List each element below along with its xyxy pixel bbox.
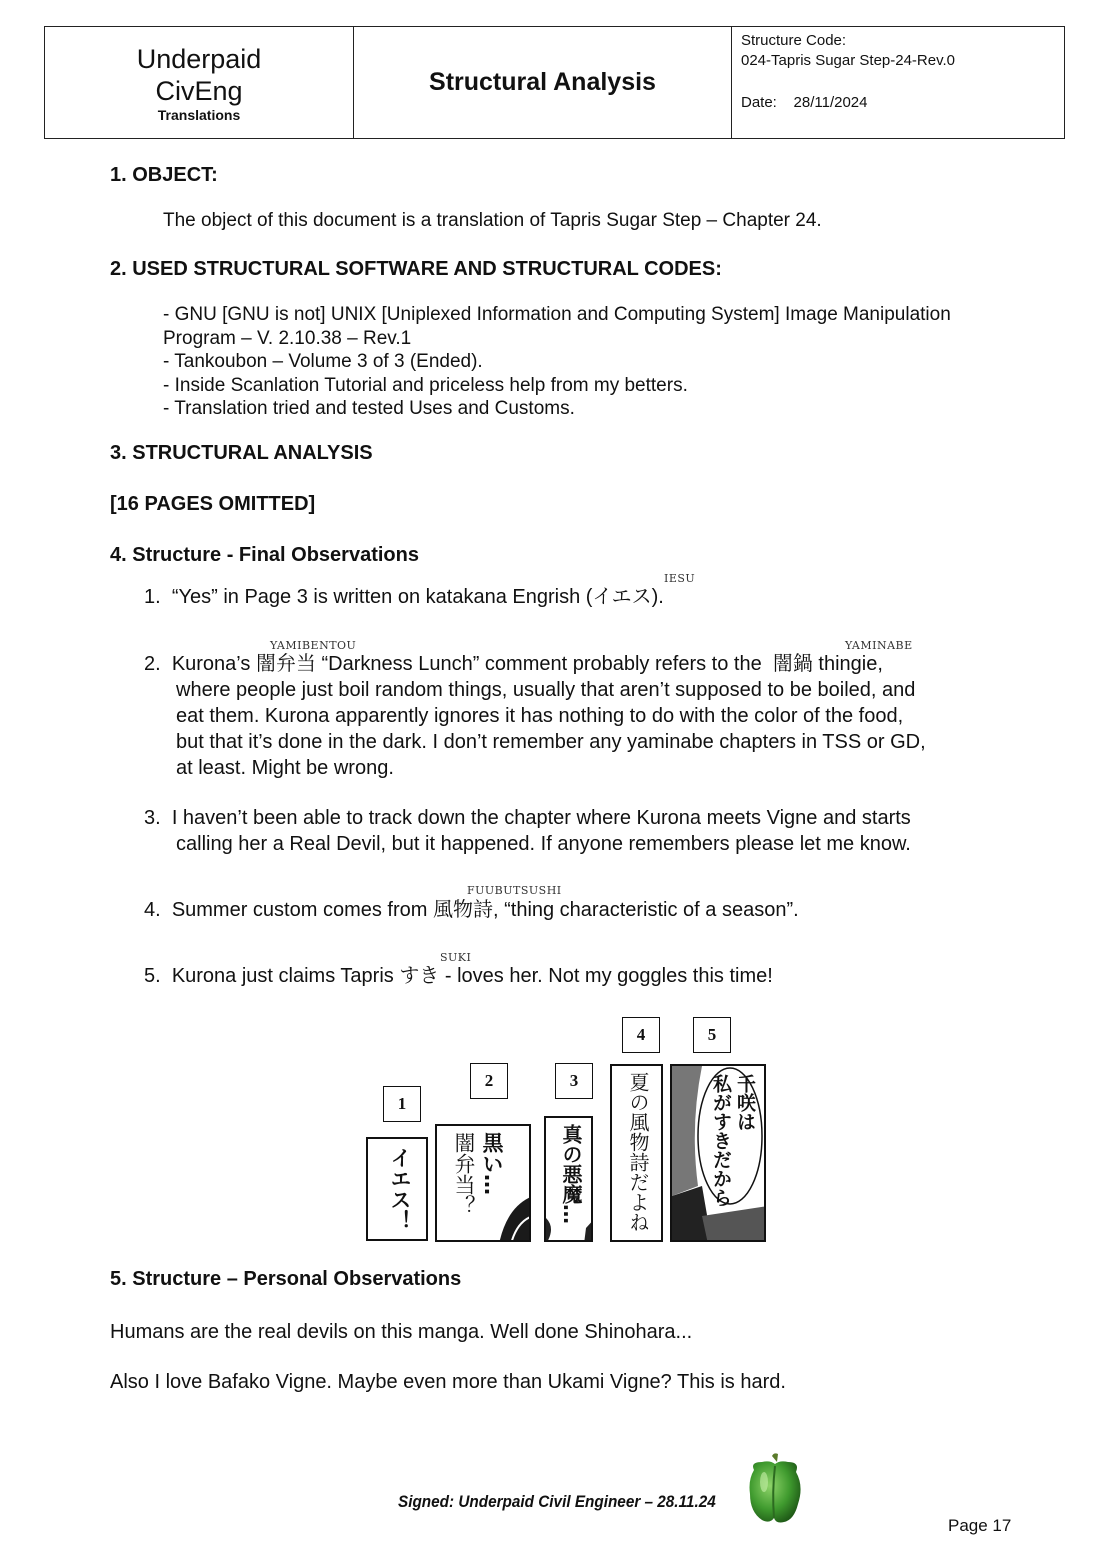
document-header	[44, 26, 1065, 139]
personal-observation-2: Also I love Bafako Vigne. Maybe even more than Ukami Vigne? This is hard.	[110, 1371, 786, 1393]
section-2-line: - GNU [GNU is not] UNIX [Uniplexed Information and Computing System] Image Manipulation	[163, 304, 951, 325]
code-label: Structure Code:	[741, 32, 847, 49]
panel-2-text-b: 闇弁当？	[452, 1132, 476, 1216]
kanji-fuubutsushi: 風物詩	[432, 897, 493, 921]
observation-number: 4.	[144, 899, 161, 921]
section-3-heading: 3. STRUCTURAL ANALYSIS	[110, 442, 373, 464]
section-2-line: - Tankoubon – Volume 3 of 3 (Ended).	[163, 351, 483, 372]
company-cell	[45, 27, 354, 138]
observation-5: 5. Kurona just claims Tapris すき - loves her. Not my goggles this time!	[144, 963, 773, 987]
observation-number: 2.	[144, 653, 161, 675]
green-pepper-icon	[744, 1452, 806, 1524]
structure-code-cell	[732, 27, 1064, 138]
panel-number-3: 3	[555, 1063, 593, 1099]
section-4-heading: 4. Structure - Final Observations	[110, 544, 419, 566]
ruby-yaminabe: YAMINABE	[845, 639, 913, 652]
hiragana-suki: すき	[399, 963, 440, 987]
ruby-fuubutsushi: FUUBUTSUSHI	[467, 884, 562, 897]
observation-number: 1.	[144, 586, 161, 608]
ruby-iesu: IESU	[664, 572, 696, 585]
section-2-line: Program – V. 2.10.38 – Rev.1	[163, 327, 412, 349]
katakana-iesu: イエス	[592, 584, 652, 608]
manga-panel-5	[670, 1064, 766, 1242]
company-line3: Translations	[157, 106, 241, 123]
panel-4-text: 夏の風物詩だよね	[626, 1072, 650, 1232]
ruby-suki: SUKI	[440, 951, 472, 964]
company-line1: Underpaid	[136, 43, 262, 74]
manga-panel-1	[366, 1137, 428, 1241]
date-line	[741, 93, 1055, 113]
panel-5-text-a: 千咲は	[734, 1074, 756, 1131]
personal-observation-1: Humans are the real devils on this manga. Well done Shinohara...	[110, 1321, 693, 1343]
panel-number-5: 5	[693, 1017, 731, 1053]
panel-number-4: 4	[622, 1017, 660, 1053]
ruby-yamibentou: YAMIBENTOU	[270, 639, 357, 652]
kanji-yaminabe: 闇鍋	[772, 651, 813, 675]
section-1-text: The object of this document is a translation of Tapris Sugar Step – Chapter 24.	[163, 210, 822, 231]
panel-number-1: 1	[383, 1086, 421, 1122]
section-1-heading: 1. OBJECT:	[110, 164, 218, 186]
panel-5-text-b: 私がすきだから	[710, 1074, 732, 1207]
signature: Signed: Underpaid Civil Engineer – 28.11.24	[398, 1492, 716, 1511]
kanji-yamibentou: 闇弁当	[255, 651, 316, 675]
date-label: Date:	[741, 94, 777, 111]
manga-panel-4	[610, 1064, 663, 1242]
omitted-pages-note: [16 PAGES OMITTED]	[110, 493, 316, 515]
date-value: 28/11/2024	[793, 94, 868, 111]
section-2-line: - Translation tried and tested Uses and Customs.	[163, 398, 575, 419]
panel-3-text: 真の悪魔…	[559, 1124, 583, 1224]
panel-number-2: 2	[470, 1063, 508, 1099]
panel-1-text: イエス！	[388, 1147, 412, 1231]
observation-number: 5.	[144, 965, 161, 987]
observation-4: 4. Summer custom comes from 風物詩, “thing characteristic of a season”.	[144, 897, 799, 921]
manga-panel-2	[435, 1124, 531, 1242]
observation-3: 3. I haven’t been able to track down the chapter where Kurona meets Vigne and starts calling her a Real Devil, but it happened. If anyone remembers please let me know.	[144, 807, 911, 855]
manga-panel-3	[544, 1116, 593, 1242]
panel-2-text-a: 黒い…	[480, 1132, 504, 1195]
observation-number: 3.	[144, 807, 161, 829]
company-line2: CivEng	[155, 75, 243, 106]
page-number: Page 17	[948, 1516, 1012, 1535]
code-value: 024-Tapris Sugar Step-24-Rev.0	[741, 52, 955, 69]
document-title: Structural Analysis	[354, 27, 732, 138]
observation-2: 2. Kurona’s 闇弁当 “Darkness Lunch” comment probably refers to the 闇鍋 thingie, where people just boil random things, usually that aren’t supposed to be boiled, and eat them. Kurona apparently ignores it has nothing to do with the color of the food, but that it’s done in the dark. I don’t remember any yaminabe chapters in TSS or GD, at least. Might be wrong.	[144, 651, 926, 779]
observation-1: 1. “Yes” in Page 3 is written on katakana Engrish (イエス).	[144, 584, 664, 608]
section-2-line: - Inside Scanlation Tutorial and priceless help from my betters.	[163, 374, 688, 396]
section-2-heading: 2. USED STRUCTURAL SOFTWARE AND STRUCTURAL CODES:	[110, 258, 722, 280]
section-2-list	[163, 303, 951, 421]
section-5-heading: 5. Structure – Personal Observations	[110, 1268, 462, 1290]
